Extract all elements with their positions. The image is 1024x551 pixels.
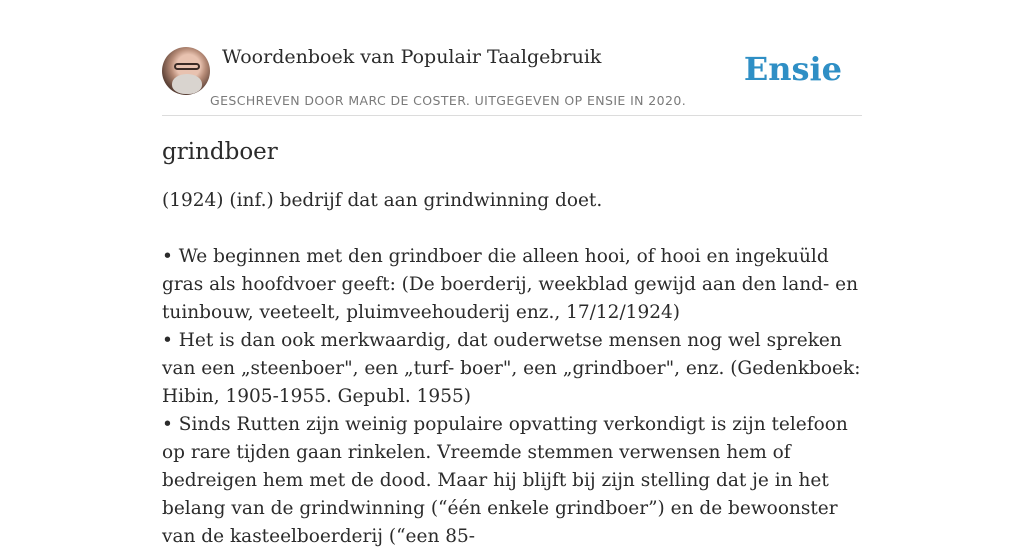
avatar-beard — [172, 74, 202, 94]
entry-body — [162, 187, 862, 551]
quote-1: • We beginnen met den grindboer die alleen hooi, of hooi en ingekuüld gras als hoofdvoer geeft: (De boerderij, weekblad gewijd aan den land- en tuinbouw, veeteelt, pluimveehouderij enz., 17/12/1924) — [162, 246, 858, 323]
paragraph-gap — [162, 215, 862, 243]
byline: GESCHREVEN DOOR MARC DE COSTER. UITGEGEVEN OP ENSIE IN 2020. — [210, 93, 687, 108]
entry-card — [162, 40, 862, 551]
header — [162, 40, 862, 116]
definition: (1924) (inf.) bedrijf dat aan grindwinning doet. — [162, 190, 603, 211]
headword: grindboer — [162, 139, 278, 165]
book-title[interactable]: Woordenboek van Populair Taalgebruik — [222, 46, 602, 68]
ensie-logo-link[interactable]: Ensie — [743, 50, 842, 88]
quote-3: • Sinds Rutten zijn weinig populaire opvatting verkondigt is zijn telefoon op rare tijden gaan rinkelen. Vreemde stemmen verwensen hem of bedreigen hem met de dood. Maar hij blijft bij zijn stelling dat je in het belang van de grindwinning (“één enkele grindboer”) en de bewoonster van de kasteelboerderij (“een 85- — [162, 414, 848, 547]
author-avatar[interactable] — [162, 47, 210, 95]
quote-2: • Het is dan ook merkwaardig, dat ouderwetse mensen nog wel spreken van een „steenboer", een „turf- boer", een „grindboer", enz. (Gedenkboek: Hibin, 1905-1955. Gepubl. 1955) — [162, 330, 861, 407]
avatar-glasses — [174, 63, 200, 70]
